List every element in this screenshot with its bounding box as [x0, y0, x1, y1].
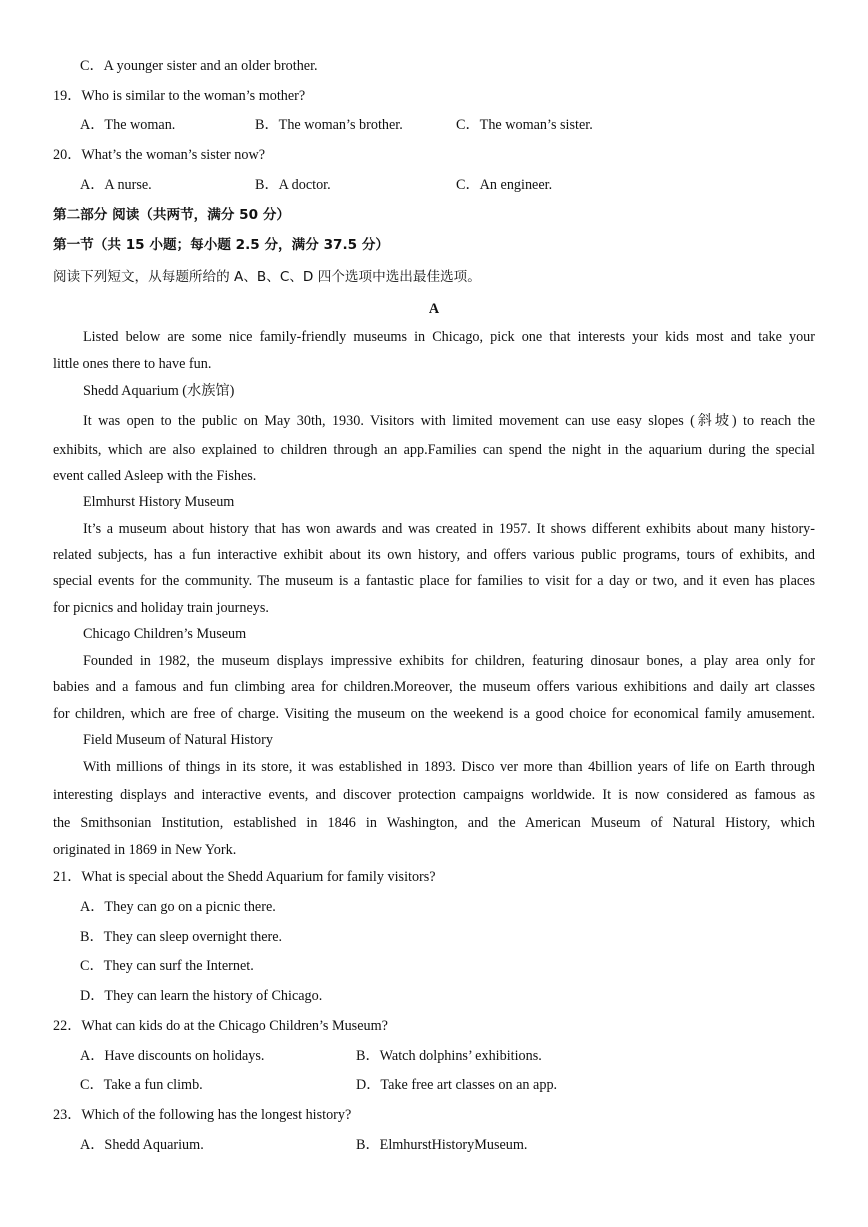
- q22-option-d: D．Take free art classes on an app.: [356, 1077, 558, 1093]
- instruction: 阅读下列短文，从每题所给的 A、B、C、D 四个选项中选出最佳选项。: [53, 269, 481, 285]
- q21-option-c: C．They can surf the Internet.: [80, 958, 254, 974]
- q22-stem: 22．What can kids do at the Chicago Children’s Museum?: [53, 1018, 388, 1034]
- q19-option-c: C．The woman’s sister.: [456, 117, 593, 133]
- field-text-line: originated in 1869 in New York.: [53, 842, 237, 858]
- elmhurst-text-line: It’s a museum about history that has won awards and was created in 1957. It shows different exhibits about many history-: [83, 521, 815, 537]
- passage-label: A: [428, 301, 440, 317]
- q21-option-a: A．They can go on a picnic there.: [80, 899, 276, 915]
- q21-stem: 21．What is special about the Shedd Aquarium for family visitors?: [53, 869, 436, 885]
- q20-option-c: C．An engineer.: [456, 177, 553, 193]
- childrens-text-line: babies and a famous and fun climbing area for children.Moreover, the museum offers various exhibitions and daily art classes: [53, 679, 815, 695]
- q20-option-b: B．A doctor.: [255, 177, 331, 193]
- part-heading: 第二部分 阅读（共两节，满分 50 分）: [53, 207, 291, 223]
- field-text-line: interesting displays and interactive events, and discover protection campaigns worldwide. It is now considered as famous as: [53, 787, 815, 803]
- shedd-title: Shedd Aquarium (水族馆): [83, 383, 235, 399]
- q23-stem: 23．Which of the following has the longest history?: [53, 1107, 352, 1123]
- q19-option-b: B．The woman’s brother.: [255, 117, 403, 133]
- childrens-text-line: for children, which are free of charge. Visiting the museum on the weekend is a good choice for economical family amusement.: [53, 706, 815, 722]
- elmhurst-text-line: for picnics and holiday train journeys.: [53, 600, 269, 616]
- q23-option-a: A．Shedd Aquarium.: [80, 1137, 204, 1153]
- q22-option-b: B．Watch dolphins’ exhibitions.: [356, 1048, 542, 1064]
- q21-option-d: D．They can learn the history of Chicago.: [80, 988, 323, 1004]
- passage-intro-line: little ones there to have fun.: [53, 356, 212, 372]
- q20-option-a: A．A nurse.: [80, 177, 152, 193]
- field-text-line: With millions of things in its store, it was established in 1893. Disco ver more than 4billion years of life on Earth through: [83, 759, 815, 775]
- q19-stem: 19．Who is similar to the woman’s mother?: [53, 88, 306, 104]
- q22-option-a: A．Have discounts on holidays.: [80, 1048, 265, 1064]
- q19-option-a: A．The woman.: [80, 117, 176, 133]
- q21-option-b: B．They can sleep overnight there.: [80, 929, 283, 945]
- shedd-text-line: It was open to the public on May 30th, 1930. Visitors with limited movement can use easy slopes (斜坡) to reach the: [83, 413, 815, 429]
- shedd-text-line: exhibits, which are also explained to children through an app.Families can spend the night in the aquarium during the special: [53, 442, 815, 458]
- q23-option-b: B．ElmhurstHistoryMuseum.: [356, 1137, 528, 1153]
- childrens-text-line: Founded in 1982, the museum displays impressive exhibits for children, featuring dinosaur bones, a play area only for: [83, 653, 815, 669]
- shedd-text-line: event called Asleep with the Fishes.: [53, 468, 257, 484]
- subsection-heading: 第一节（共 15 小题；每小题 2.5 分，满分 37.5 分）: [53, 237, 390, 253]
- elmhurst-text-line: related subjects, has a fun interactive exhibit about its own history, and offers various public programs, tours of exhibits, and: [53, 547, 815, 563]
- q18-option-c: C．A younger sister and an older brother.: [80, 58, 318, 74]
- passage-intro-line: Listed below are some nice family-friendly museums in Chicago, pick one that interests your kids most and take your: [83, 329, 815, 345]
- childrens-title: Chicago Children’s Museum: [83, 626, 247, 642]
- q20-stem: 20．What’s the woman’s sister now?: [53, 147, 265, 163]
- field-text-line: the Smithsonian Institution, established in 1846 in Washington, and the American Museum of Natural History, which: [53, 815, 815, 831]
- elmhurst-text-line: special events for the community. The museum is a fantastic place for families to visit for a day or two, and it even has places: [53, 573, 815, 589]
- field-title: Field Museum of Natural History: [83, 732, 273, 748]
- elmhurst-title: Elmhurst History Museum: [83, 494, 235, 510]
- q22-option-c: C．Take a fun climb.: [80, 1077, 203, 1093]
